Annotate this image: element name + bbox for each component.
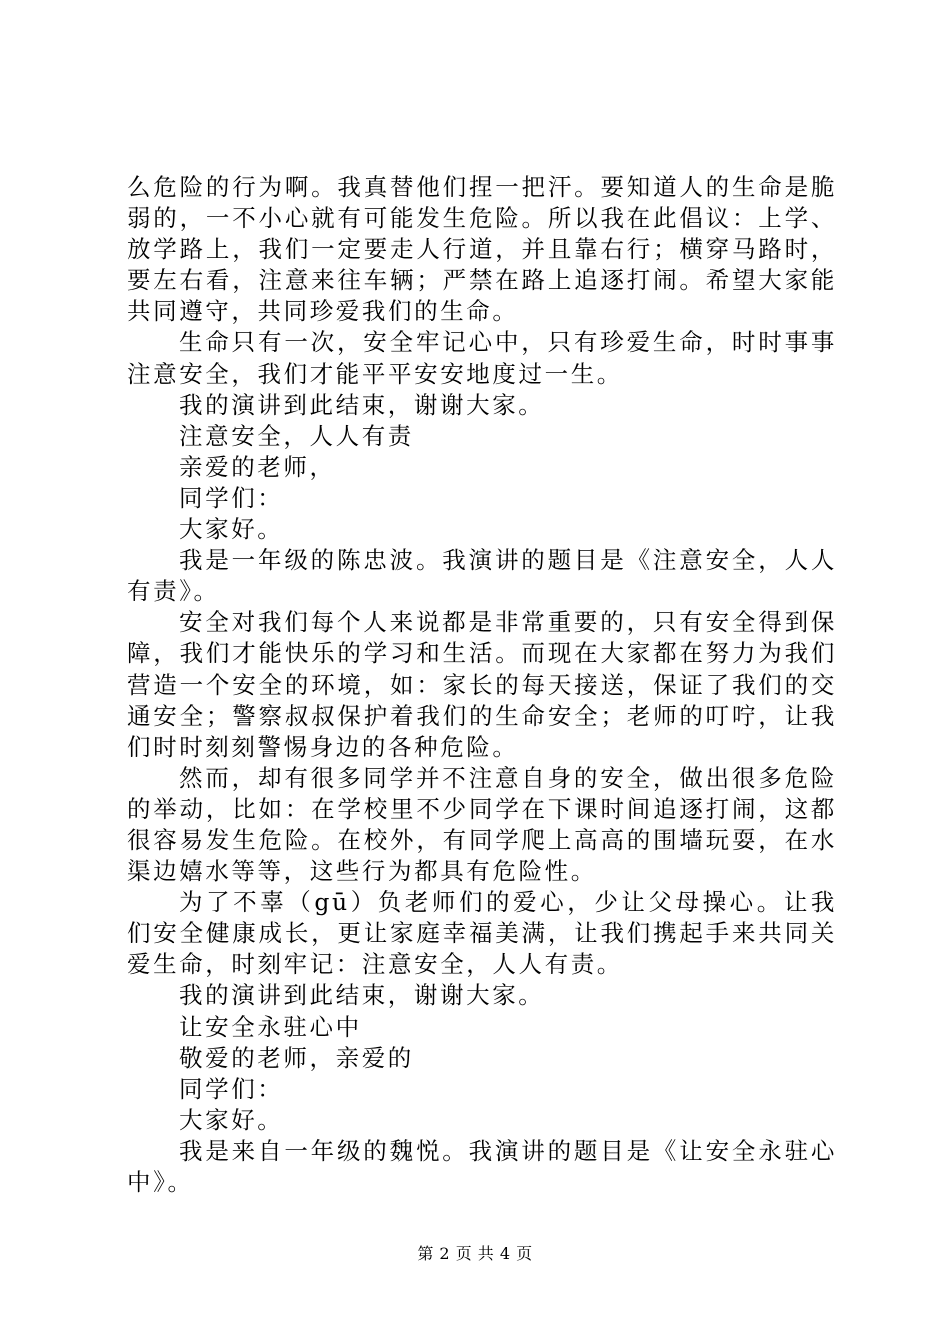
greeting: 大家好。 — [179, 1105, 284, 1134]
paragraph: 我是来自一年级的魏悦。我演讲的题目是《让安全永驻心中》。 — [127, 1136, 837, 1196]
salutation: 同学们： — [179, 483, 284, 512]
paragraph: 安全对我们每个人来说都是非常重要的，只有安全得到保障，我们才能快乐的学习和生活。而现在大家都在努力为我们营造一个安全的环境，如：家长的每天接送，保证了我们的交通安全；警察叔叔保护着我们的生命安全；老师的叮咛，让我们时时刻刻警惕身边的各种危险。 — [127, 608, 837, 761]
speech-title: 注意安全，人人有责 — [179, 421, 414, 450]
paragraph: 我是一年级的陈忠波。我演讲的题目是《注意安全，人人有责》。 — [127, 546, 837, 606]
speech-title: 让安全永驻心中 — [179, 1012, 362, 1041]
salutation: 敬爱的老师，亲爱的 — [179, 1043, 414, 1072]
closing-line: 我的演讲到此结束，谢谢大家。 — [179, 390, 545, 419]
greeting: 大家好。 — [179, 515, 284, 544]
page-footer: 第 2 页 共 4 页 — [417, 1244, 533, 1263]
paragraph: 么危险的行为啊。我真替他们捏一把汗。要知道人的生命是脆弱的，一不小心就有可能发生危险。所以我在此倡议：上学、放学路上，我们一定要走人行道，并且靠右行；横穿马路时，要左右看，注意来往车辆；严禁在路上追逐打闹。希望大家能共同遵守，共同珍爱我们的生命。 — [127, 173, 837, 326]
paragraph: 为了不辜（gū）负老师们的爱心，少让父母操心。让我们安全健康成长，更让家庭幸福美满，让我们携起手来共同关爱生命，时刻牢记：注意安全，人人有责。 — [127, 888, 837, 979]
paragraph: 生命只有一次，安全牢记心中，只有珍爱生命，时时事事注意安全，我们才能平平安安地度过一生。 — [127, 328, 837, 388]
closing-line: 我的演讲到此结束，谢谢大家。 — [179, 981, 545, 1010]
document-body — [127, 172, 837, 1198]
salutation: 同学们： — [179, 1074, 284, 1103]
salutation: 亲爱的老师， — [179, 452, 336, 481]
paragraph: 然而，却有很多同学并不注意自身的安全，做出很多危险的举动，比如：在学校里不少同学在下课时间追逐打闹，这都很容易发生危险。在校外，有同学爬上高高的围墙玩耍，在水渠边嬉水等等，这些行为都具有危险性。 — [127, 763, 837, 886]
